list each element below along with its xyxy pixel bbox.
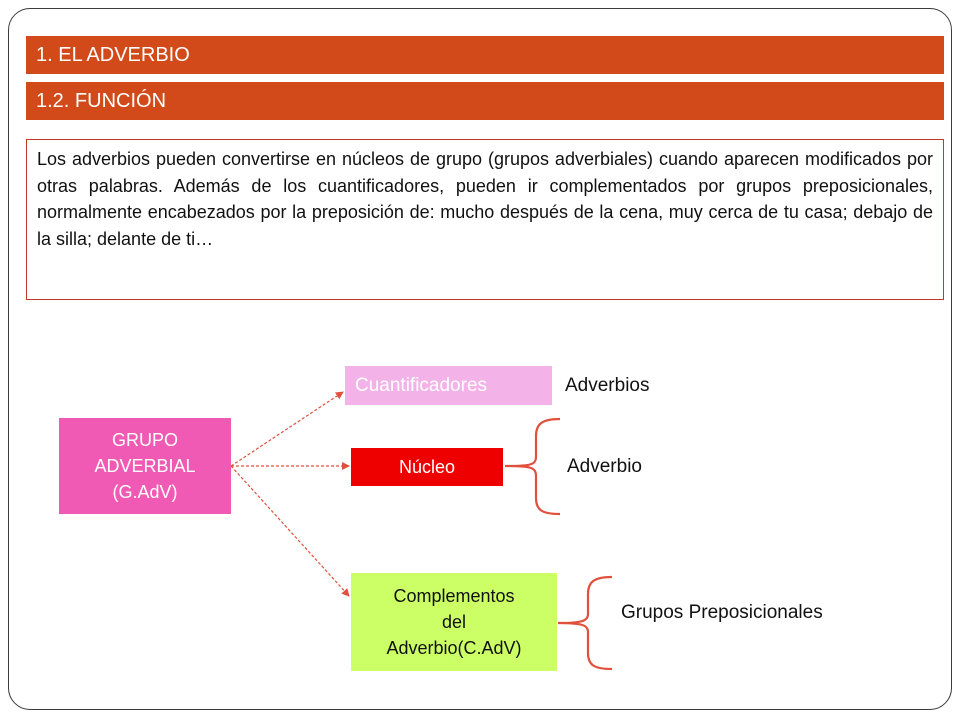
grupo-line-1: GRUPO [111,430,178,450]
subsection-title-bar: 1.2. FUNCIÓN [26,82,944,120]
complementos-line-3: Adverbio(C.AdV) [386,638,522,658]
arrow-to-complementos [231,466,349,596]
cuantificadores-type-label: Adverbios [565,375,650,396]
arrow-to-cuantificadores [231,392,343,466]
brace-nucleo [505,419,560,514]
grupo-line-2: ADVERBIAL [94,456,196,476]
nucleo-type-label: Adverbio [567,456,642,477]
explanation-paragraph: Los adverbios pueden convertirse en núcleos de grupo (grupos adverbiales) cuando aparecen modificados por otras palabras. Además de los cuantificadores, pueden ir complementados por grupos preposicionales, normalmente encabezados por la preposición de: mucho después de la cena, muy cerca de tu casa; debajo de la silla; delante de ti… [26,139,944,300]
nucleo-box: Núcleo [351,448,503,486]
complementos-type-label: Grupos Preposicionales [621,602,823,623]
section-title-bar: 1. EL ADVERBIO [26,36,944,74]
complementos-line-2: del [441,612,467,632]
brace-complementos [558,577,612,669]
cuantificadores-box: Cuantificadores [345,366,552,405]
complementos-line-1: Complementos [393,586,515,606]
grupo-line-3: (G.AdV) [112,482,178,502]
